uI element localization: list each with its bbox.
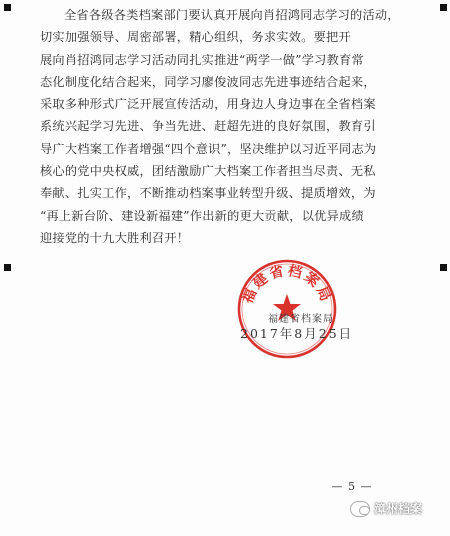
issue-date: 2017年8月25日 (240, 326, 354, 341)
paragraph-line: 迎接党的十九大胜利召开！ (40, 230, 190, 245)
crop-mark-mid-left (4, 264, 11, 271)
watermark (350, 500, 422, 517)
crop-mark-top-left (4, 4, 11, 11)
paragraph-line: 展向肖招鸿同志学习活动同扎实推进“两学一做”学习教育常 (40, 52, 364, 67)
page-number: — 5 — (331, 480, 373, 493)
paragraph-line: 系统兴起学习先进、争当先进、赶超先进的良好氛围，教育引 (40, 119, 376, 134)
watermark-text: 漳州档案 (374, 502, 423, 516)
paragraph-line: “再上新台阶、建设新福建”作出新的更大贡献，以优异成绩 (40, 208, 364, 223)
crop-mark-top-right (440, 4, 447, 11)
paragraph-line: 全省各级各类档案部门要认真开展向肖招鸿同志学习的活动， (64, 8, 400, 22)
paragraph-line: 导广大档案工作者增强“四个意识”，坚决维护以习近平同志为 (40, 141, 377, 156)
seal-text-path: 福建省档案局 (239, 262, 335, 306)
crop-mark-mid-right (440, 264, 447, 271)
paragraph-line: 采取多种形式广泛开展宣传活动，用身边人身边事在全省档案 (40, 97, 376, 112)
paragraph-line: 切实加强领导、周密部署，精心组织，务求实效。要把开 (40, 30, 351, 45)
wechat-icon (350, 501, 370, 517)
paragraph-line: 核心的党中央权威，团结激励广大档案工作者担当尽责、无私 (40, 164, 376, 179)
body-paragraph (40, 4, 410, 249)
paragraph-line: 奉献、扎实工作，不断推动档案事业转型升级、提质增效，为 (40, 186, 376, 201)
official-seal (236, 258, 338, 360)
issuer-name: 福建省档案局 (268, 314, 334, 325)
paragraph-line: 态化制度化结合起来，同学习廖俊波同志先进事迹结合起来， (40, 74, 376, 89)
